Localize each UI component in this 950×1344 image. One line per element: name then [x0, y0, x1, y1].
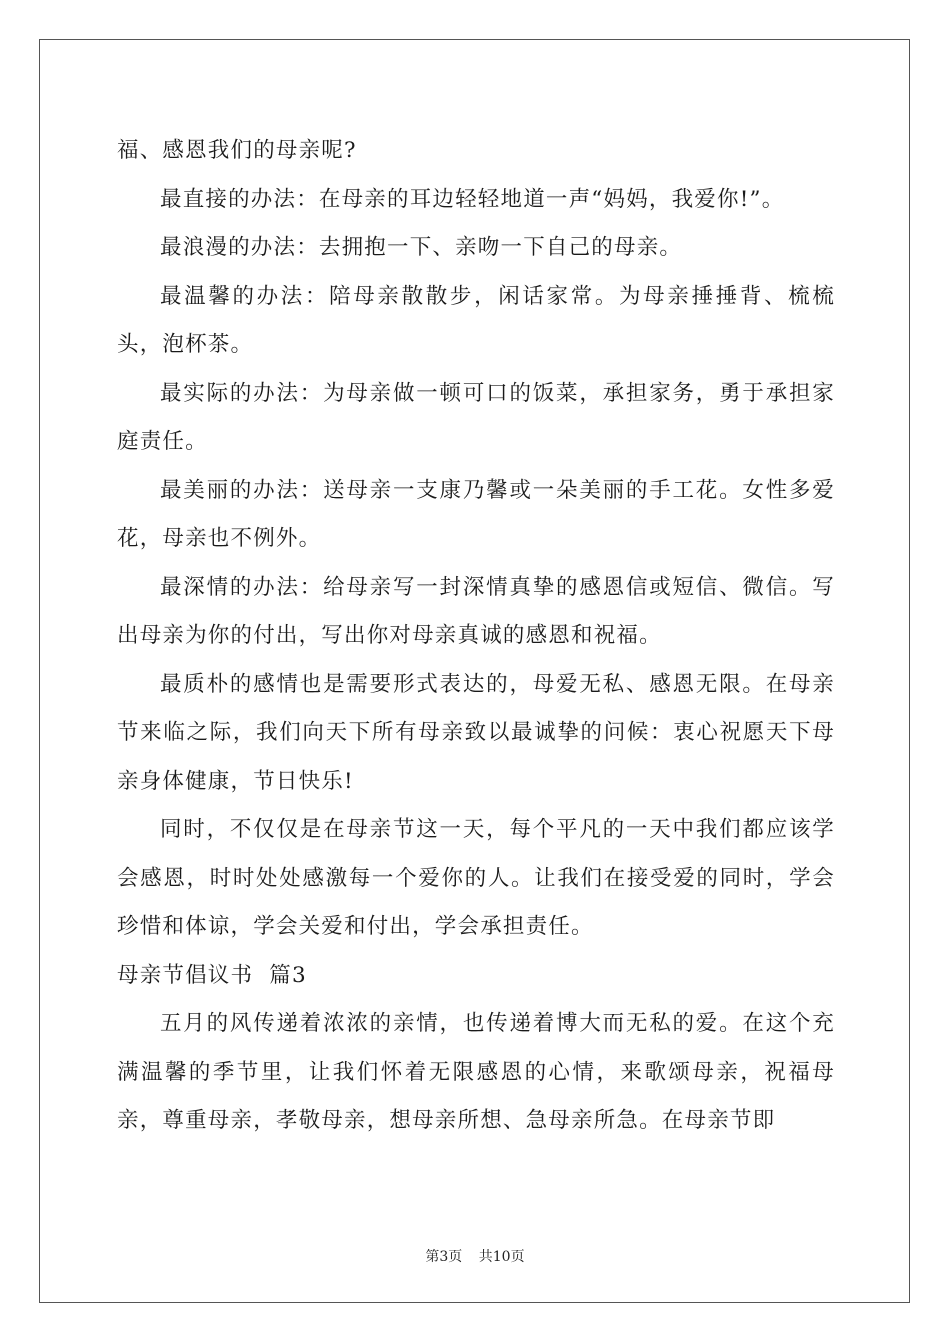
- page-footer: [0, 1246, 950, 1266]
- paragraph: 最美丽的办法：送母亲一支康乃馨或一朵美丽的手工花。女性多爱花，母亲也不例外。: [117, 477, 835, 551]
- paragraph: 最温馨的办法：陪母亲散散步，闲话家常。为母亲捶捶背、梳梳头，泡杯茶。: [117, 283, 835, 357]
- paragraph: 最实际的办法：为母亲做一顿可口的饭菜，承担家务，勇于承担家庭责任。: [117, 380, 835, 454]
- page-number: 第3页: [425, 1249, 463, 1265]
- paragraph: 最浪漫的办法：去拥抱一下、亲吻一下自己的母亲。: [160, 235, 683, 260]
- page-total: 共10页: [478, 1249, 525, 1265]
- paragraph: 最直接的办法：在母亲的耳边轻轻地道一声“妈妈，我爱你!”。: [160, 186, 785, 212]
- paragraph: 最深情的办法：给母亲写一封深情真挚的感恩信或短信、微信。写出母亲为你的付出，写出你对母亲真诚的感恩和祝福。: [117, 574, 835, 648]
- section-heading: 母亲节倡议书 篇3: [117, 962, 307, 988]
- paragraph: 同时，不仅仅是在母亲节这一天，每个平凡的一天中我们都应该学会感恩，时时处处感激每一个爱你的人。让我们在接受爱的同时，学会珍惜和体谅，学会关爱和付出，学会承担责任。: [117, 817, 835, 939]
- paragraph: 福、感恩我们的母亲呢?: [117, 138, 357, 163]
- paragraph: 最质朴的感情也是需要形式表达的，母爱无私、感恩无限。在母亲节来临之际，我们向天下所有母亲致以最诚挚的问候：衷心祝愿天下母亲身体健康，节日快乐!: [117, 671, 835, 794]
- document-body: [117, 127, 835, 1146]
- paragraph: 五月的风传递着浓浓的亲情，也传递着博大而无私的爱。在这个充满温馨的季节里，让我们怀着无限感恩的心情，来歌颂母亲，祝福母亲，尊重母亲，孝敬母亲，想母亲所想、急母亲所急。在母亲节即: [117, 1011, 835, 1133]
